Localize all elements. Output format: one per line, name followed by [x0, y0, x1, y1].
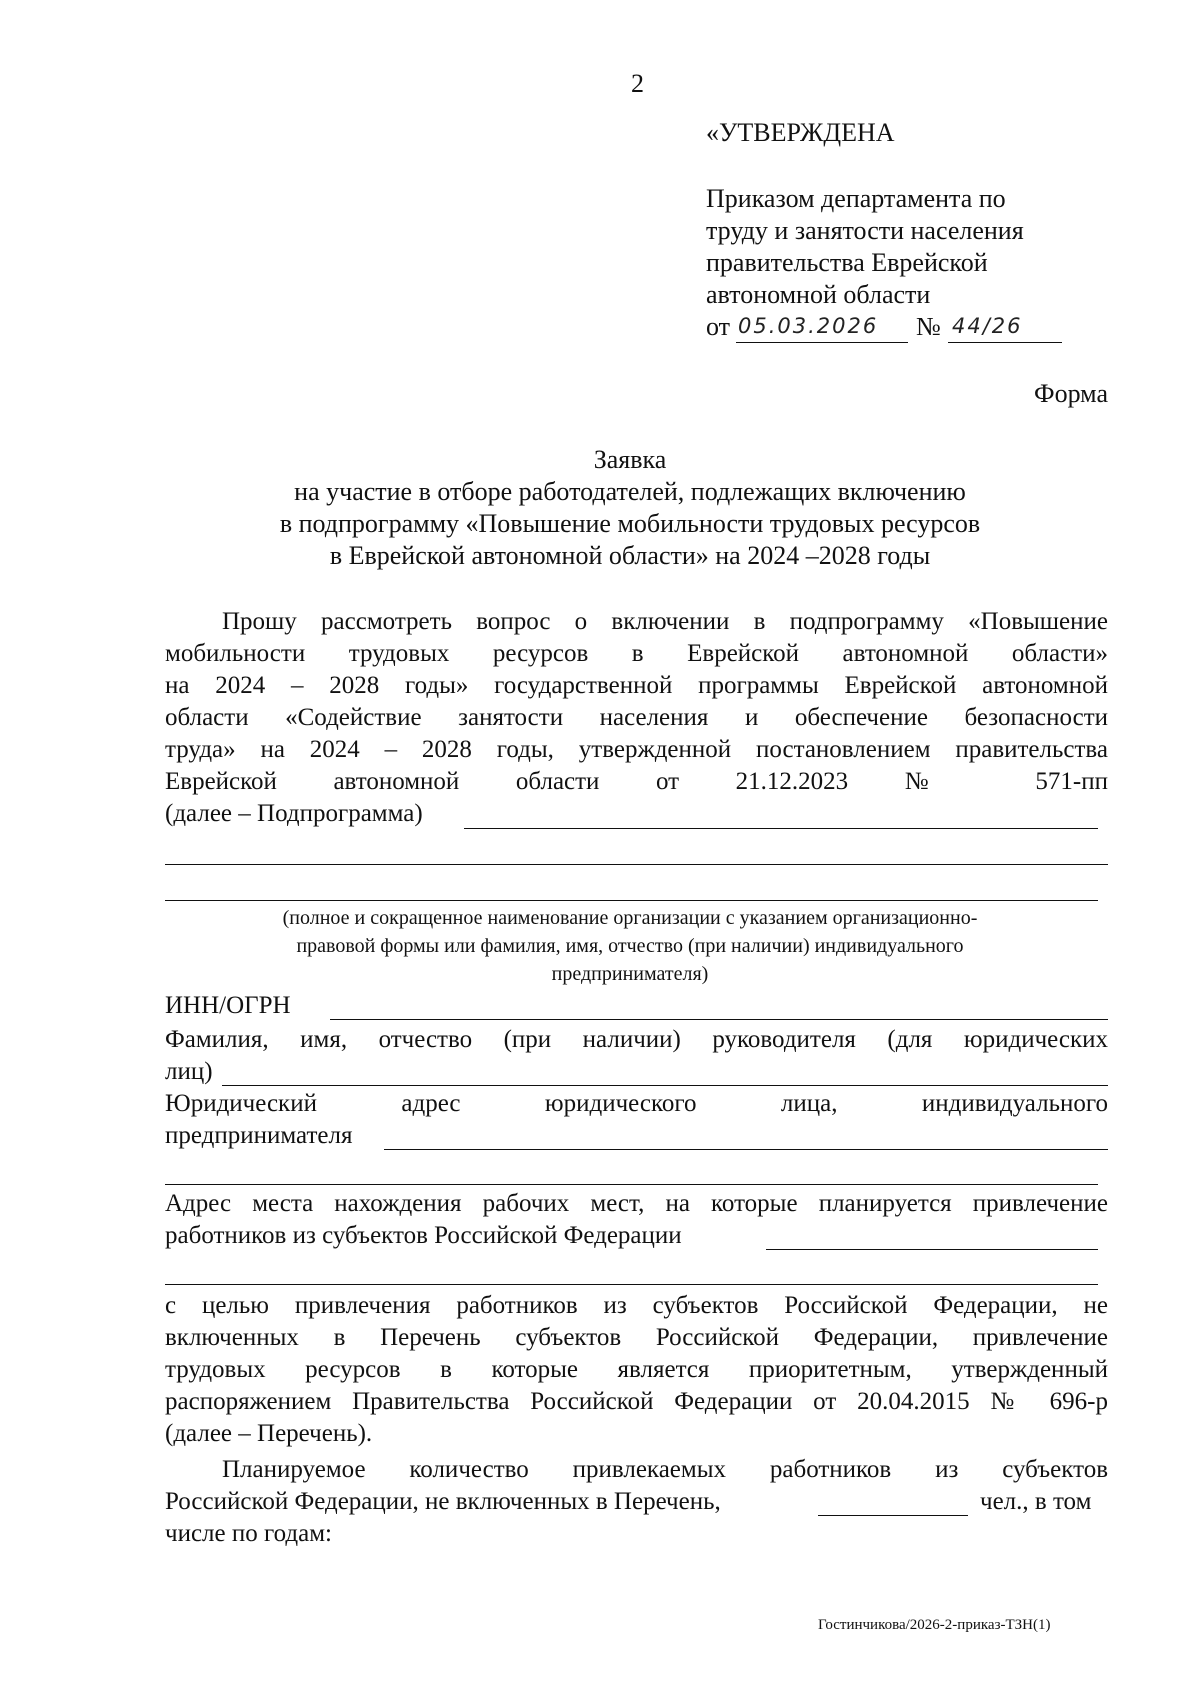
approval-number-handwritten: 44/26 [952, 314, 1023, 338]
org-note-line: правовой формы или фамилия, имя, отчество (при наличии) индивидуального [296, 935, 964, 957]
intro-line: труда» на 2024 – 2028 годы, утвержденной постановлением правительства [165, 736, 1108, 763]
head-label: Фамилия, имя, отчество (при наличии) руководителя (для юридических [165, 1026, 1108, 1053]
approval-line: правительства Еврейской [706, 248, 988, 277]
planned-line: числе по годам: [165, 1520, 332, 1547]
approval-number-prefix: № [916, 312, 941, 341]
purpose-line: с целью привлечения работников из субъектов Российской Федерации, не [165, 1292, 1108, 1319]
approval-title: «УТВЕРЖДЕНА [706, 118, 895, 147]
heading-title: Заявка [593, 445, 667, 474]
heading-line: в подпрограмму «Повышение мобильности трудовых ресурсов [279, 509, 981, 538]
approval-line: Приказом департамента по [706, 184, 1006, 213]
org-name-field-line[interactable] [165, 864, 1108, 865]
number-underline [948, 342, 1062, 343]
form-label: Форма [1034, 379, 1108, 408]
purpose-line: (далее – Перечень). [165, 1420, 373, 1447]
inn-field-line[interactable] [330, 1019, 1108, 1020]
intro-line: (далее – Подпрограмма) [165, 800, 423, 827]
legal-address-label: предпринимателя [165, 1122, 353, 1149]
intro-line: Прошу рассмотреть вопрос о включении в подпрограмму «Повышение [222, 608, 1108, 635]
planned-line: Российской Федерации, не включенных в Перечень, [165, 1488, 721, 1515]
intro-line: на 2024 – 2028 годы» государственной программы Еврейской автономной [165, 672, 1108, 699]
purpose-line: трудовых ресурсов в которые является приоритетным, утвержденный [165, 1356, 1108, 1383]
workplace-address-field-line[interactable] [766, 1249, 1098, 1250]
org-note-line: (полное и сокращенное наименование организации с указанием организационно- [282, 907, 978, 929]
workplace-address-label: Адрес места нахождения рабочих мест, на которые планируется привлечение [165, 1190, 1108, 1217]
planned-line: Планируемое количество привлекаемых работников из субъектов [222, 1456, 1108, 1483]
intro-line: Еврейской автономной области от 21.12.2023 № 571-пп [165, 768, 1108, 795]
workplace-address-label: работников из субъектов Российской Федерации [165, 1222, 682, 1249]
head-field-line[interactable] [222, 1085, 1108, 1086]
intro-line: мобильности трудовых ресурсов в Еврейской автономной области» [165, 640, 1108, 667]
approval-date-handwritten: 05.03.2026 [738, 314, 879, 338]
org-name-field-line[interactable] [165, 900, 1098, 901]
head-label: лиц) [165, 1058, 213, 1085]
page-number: 2 [631, 69, 644, 98]
planned-line: чел., в том [980, 1488, 1092, 1515]
legal-address-label: Юридический адрес юридического лица, индивидуального [165, 1090, 1108, 1117]
org-note-line: предпринимателя) [551, 963, 709, 985]
intro-line: области «Содействие занятости населения и обеспечение безопасности [165, 704, 1108, 731]
workplace-address-field-line[interactable] [165, 1284, 1098, 1285]
legal-address-field-line[interactable] [384, 1149, 1108, 1150]
org-name-field-line[interactable] [464, 828, 1098, 829]
heading-line: в Еврейской автономной области» на 2024 –2028 годы [329, 541, 931, 570]
approval-line: автономной области [706, 280, 931, 309]
purpose-line: включенных в Перечень субъектов Российской Федерации, привлечение [165, 1324, 1108, 1351]
heading-line: на участие в отборе работодателей, подлежащих включению [294, 477, 966, 506]
footer-code: Гостинчикова/2026-2-приказ-ТЗН(1) [818, 1617, 1051, 1633]
purpose-line: распоряжением Правительства Российской Федерации от 20.04.2015 № 696-р [165, 1388, 1108, 1415]
planned-count-field-line[interactable] [818, 1515, 968, 1516]
inn-label: ИНН/ОГРН [165, 992, 291, 1019]
date-underline [736, 342, 908, 343]
legal-address-field-line[interactable] [165, 1184, 1098, 1185]
approval-date-prefix: от [706, 312, 731, 341]
approval-line: труду и занятости населения [706, 216, 1024, 245]
